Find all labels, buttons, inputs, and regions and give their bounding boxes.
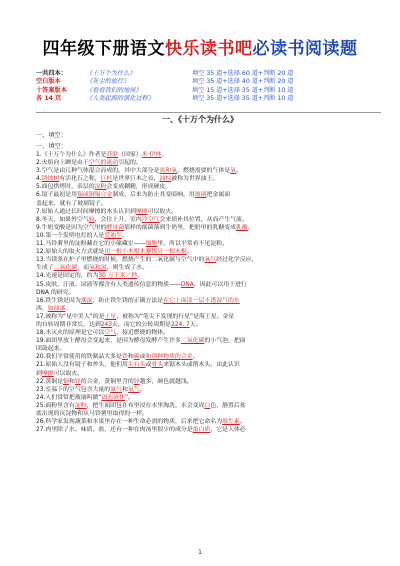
question-line [36,313,381,321]
summary-book-title: 《灰尘的旅行》 [86,78,130,86]
answer-text: 氮气 [110,386,122,393]
question-number: 5. [36,184,42,191]
answer-text: DNA [180,281,194,288]
summary-book-title: 《十万个为什么》 [86,70,136,77]
summary-row [36,87,381,95]
question-text: 。 [139,386,146,393]
answer-text: 尖石头 [127,362,146,369]
question-text: 或 [139,354,146,361]
question-number: 17. [36,313,46,320]
answer-text: 淀粉 [74,402,87,409]
question-text: 来锯木头或削木头，由此认识 [163,362,240,369]
summary-left-label: 空白版本 [36,78,61,86]
question-number: 3. [36,168,42,175]
summary-row [36,95,381,103]
question-text: 冬天，如果外空气 [41,216,89,223]
question-text: 光速是固定的，约为 [45,273,99,280]
question-text: 人们常常把玻璃叫做“ [45,394,102,401]
question-text: 面粉里含有 [45,402,75,409]
question-line [36,426,381,434]
answer-text: 氧 [230,168,237,175]
question-line [36,256,381,264]
page-number: 1 [198,549,202,556]
summary-book-title: 《人类起源的演化过程》 [86,94,155,102]
question-text: 或 [145,362,152,369]
summary-book-title: 《看看我们的地球》 [86,86,142,94]
answer-text: 在它上面涂一层不透湿气的东 [163,297,240,304]
question-number: 1. [36,152,42,158]
question-line [36,240,381,248]
answer-text: 淀粉 [94,184,107,191]
question-line [36,191,381,199]
summary-left-label: 十答案版本 [36,86,67,94]
answer-text: 骨头 [151,362,164,369]
question-number: 19. [36,338,46,345]
question-text: 《十万个为什么》作者是 [41,152,107,158]
answer-text: 巨杉 [100,176,113,183]
question-number: 24. [36,394,46,401]
question-text: 面团里放上酵母会变起来，是因为酵母发酵产生许多 [45,338,181,345]
question-text: 我们平常使用的铁制品大多是 [45,354,122,361]
summary-question-count: 填空 35 道+选择 60 道+判断 20 道 [192,70,294,77]
question-text: 会来填补其位置，从而产生气流。 [159,216,248,223]
question-text: ”。 [125,394,134,401]
question-text: 引起的。 [118,160,142,167]
question-text: ，则生成了水。 [106,265,148,272]
question-number: 22. [36,378,46,385]
question-text: 第一个发明电灯的人是 [45,232,105,239]
question-number: 15. [36,281,46,288]
question-text: 团鼓起来。 [36,346,66,353]
question-text: ，它是人体必 [210,427,246,434]
question-text: DNA 的研究。 [36,289,75,296]
question-number: 4. [36,176,42,183]
question-number: 6. [36,192,42,199]
answer-text: 和别种物质的合金 [145,354,193,361]
question-text: 有活化石之称， [59,176,101,183]
question-line [36,418,381,426]
fill-in-heading: 一、填空： [36,132,67,139]
question-line [36,361,381,369]
question-text: 里，所以平常看不见淀粉。 [157,241,228,248]
question-line [36,370,381,378]
question-line [36,402,381,410]
question-line [36,183,381,191]
question-line [36,272,381,280]
answer-text: 用一根小木棍来摩擦另一根木棍 [104,249,187,256]
question-number: 21. [36,362,46,369]
question-text: 的合金，黄铜里含的 [80,378,134,385]
answer-text: 玻璃 [194,192,207,199]
question-text: 室温下的空气包含大量的 [45,386,111,393]
answer-text: 酵母菌 [106,224,125,231]
page-title [0,34,400,59]
question-text: 皮肤、汗液、尿液等都含有人类遗传信息的物质—— [45,281,181,288]
question-text: 盖起来，就有了玻璃镜子。 [36,200,107,207]
question-text: 经过化学反应， [216,257,258,264]
answer-text: 土星 [104,313,117,320]
summary-question-count: 填空 35 道+选择 40 道+判断 20 道 [192,78,294,86]
question-text: ，防止铁生锈的正确方法是 [92,297,164,304]
question-text: 原始人的取火方式就是 [45,249,105,256]
question-text: ，燃烧需要的气体是 [177,168,231,175]
answer-text: 摩擦 [135,208,148,215]
question-number: 16. [36,297,46,304]
question-number: 26. [36,419,46,426]
question-text: ，接近燃烧的物体。 [116,330,170,337]
answer-text: 二氧化碳 [180,338,205,345]
question-text: 西， [36,305,48,312]
answer-text: 30 万千米／秒 [98,273,138,280]
answer-text: 爱迪生 [104,232,122,239]
answer-text: 苏联 [106,152,119,158]
question-number: 2. [36,160,42,167]
question-text: 生成了 [36,265,54,272]
question-text: 和 [68,378,75,385]
question-text: 。 [186,249,193,256]
question-text: 科学家发现蔬菜和水果里存在一种生命必需的物质，后来把它命名为 [45,419,223,426]
question-line [36,394,381,402]
question-text: 。 [65,305,72,312]
answer-text: 锈蚀树 [41,176,60,183]
answer-text: 碳 [133,354,140,361]
question-number: 7. [36,208,42,215]
question-number: 11. [36,241,46,248]
answer-text: 氧和氮 [89,265,107,272]
answer-text: 如油漆 [47,305,66,312]
answer-text: 米·伊林 [141,152,162,158]
question-number: 8. [36,216,42,223]
question-list [36,151,381,434]
fill-in-subheading: 一、填空： [36,143,67,150]
answer-text: 铜 [63,378,69,385]
question-text: 把金属面 [206,192,231,199]
question-text: 天，而它的公转周期是 [112,321,171,328]
summary-question-count: 填空 15 道+选择 35 道+判断 10 道 [192,86,294,94]
question-number: 25. [36,402,46,409]
answer-text: 摩擦 [41,370,54,377]
question-number: 13. [36,257,46,264]
question-number: 14. [36,273,46,280]
question-text: ，被称为“笔尖下发现的行星”是海王星。金星 [116,313,235,320]
question-line [36,248,381,256]
answer-text: 潮湿 [80,297,93,304]
question-number: 10. [36,232,46,239]
answer-text: 白 [204,402,211,409]
question-text: 火焰向上蹿是由于 [41,160,89,167]
question-line [36,264,381,272]
question-text: 越多，颜色就越浅。 [139,378,193,385]
question-text: 马铃薯里的淀粉藏在它的小储藏室—— [45,241,146,248]
answer-text: 二氧化碳 [53,265,78,272]
question-text: 空气是由几种气体混合而成的，其中大部分是 [41,168,160,175]
question-line [36,216,381,224]
summary-row [36,78,381,86]
question-text: 被称为“星中美人”的是 [45,313,105,320]
question-text: 会变成糊精，形成硬皮。 [106,184,172,191]
question-line [36,175,381,183]
question-number: 27. [36,427,46,434]
question-line [36,281,381,289]
question-line [36,337,381,345]
question-number: 18. [36,330,46,337]
question-line [36,321,381,329]
question-line [36,151,381,159]
question-text: 那样的细菌落到牛奶里，把奶里的乳糖变成 [124,224,237,231]
question-text: 的小气泡，把面 [204,338,246,345]
question-number: 23. [36,386,46,393]
answer-text: 冷空气 [141,216,160,223]
question-text: ，把生面团包在布里浸在水里淘洗，水会变成 [86,402,205,409]
summary-left-label: 一共四本： [36,70,67,77]
question-text: 水灭火的原理是它可以 [45,330,105,337]
question-text: 。 [137,273,144,280]
question-line [36,305,381,313]
question-text: 。 [192,354,199,361]
answer-text: 224. 7 [170,321,190,328]
question-line [36,378,381,386]
question-text: 。 [247,224,254,231]
answer-text: 维生素 [222,419,240,426]
question-text: 和 [121,386,128,393]
answer-text: 氧气 [204,257,217,264]
question-text: 到 [36,370,42,377]
answer-text: 蛋白质 [192,427,211,434]
question-text: （国家） [118,152,142,158]
question-text: 的自转周期非常长，达到 [36,321,101,328]
answer-text: 较 [88,216,95,223]
question-text: 天。 [189,321,202,328]
question-text: 制成，后来为防止其变暗响，用 [112,192,195,199]
question-line [36,224,381,232]
question-text: 底出现的沉淀物和从马铃薯里取得的一样。 [36,411,148,417]
question-line [36,386,381,394]
answer-text: 锡或铜锡合金 [76,192,113,199]
question-line [36,410,381,418]
question-text: 。 [239,419,246,426]
question-text: 铁生锈是因为 [45,297,81,304]
book-summary [36,70,381,103]
question-text: 。 [121,232,128,239]
question-text: ，而 [77,265,90,272]
question-text: 牛奶变酸是因为空气里的 [41,224,107,231]
question-text: 是世界巨木之首， [112,176,160,183]
question-text: ，因此可以用于进行 [193,281,247,288]
answer-text: 乳酸 [236,224,248,231]
summary-question-count: 填空 35 道+选择 35 道+判断 10 道 [192,94,294,102]
section-title: 一、《十万个为什么》 [162,115,238,124]
question-text: 。 [236,168,242,175]
question-number: 9. [36,224,42,231]
answer-text: 细胞 [145,241,158,248]
question-line [36,329,381,337]
question-line [36,200,381,208]
summary-left-label: 各 14 页 [36,94,62,102]
question-number: 12. [36,249,46,256]
question-line [36,167,381,175]
question-line [36,345,381,353]
question-text: 当镁条在炉子里燃烧的时候，燃烧产生的二氧化碳与空气中的 [45,257,205,264]
answer-text: 空气 [104,330,117,337]
answer-text: 锌 [74,378,81,385]
answer-text: 氮和氧 [159,168,178,175]
answer-text: 空气的流动 [88,160,119,167]
divider [36,112,381,113]
question-line [36,289,381,297]
question-text: 面包烘烤时，表层的 [41,184,95,191]
title-part-grade: 四年级下册语文 [42,39,165,59]
question-text: 原始人没有镜子和斧头，他们用 [45,362,128,369]
question-line [36,232,381,240]
question-text: 被称为世界油王。 [171,176,219,183]
question-line [36,353,381,361]
answer-text: 氧气 [127,386,140,393]
question-text: 和 [127,354,134,361]
answer-text: 243 [100,321,113,328]
question-text: 。 [161,152,168,158]
question-text: ，会往上升，室内 [94,216,142,223]
question-text: 原始人通过长时间摩擦的木头认识到 [41,208,136,215]
question-text: 可以取火。 [53,370,84,377]
question-text: 黄铜是 [45,378,64,385]
title-part-happy-reading: 快乐读书吧 [165,39,253,59]
question-line [36,208,381,216]
question-number: 20. [36,354,46,361]
answer-text: 铁 [121,354,128,361]
answer-text: 固态液体 [101,394,126,401]
question-line [36,159,381,167]
answer-text: 锌 [133,378,140,385]
question-line [36,297,381,305]
answer-text: 油棕 [159,176,172,183]
question-text: 可以取火。 [147,208,178,215]
question-text: 色，静置后盆 [210,402,246,409]
title-part-required-reading: 必读书阅读题 [252,39,358,59]
question-text: 肉里除了水、味质、盐，还有一种在肉汤里很少的成分是 [45,427,193,434]
question-text: 镜子最初是用 [41,192,77,199]
